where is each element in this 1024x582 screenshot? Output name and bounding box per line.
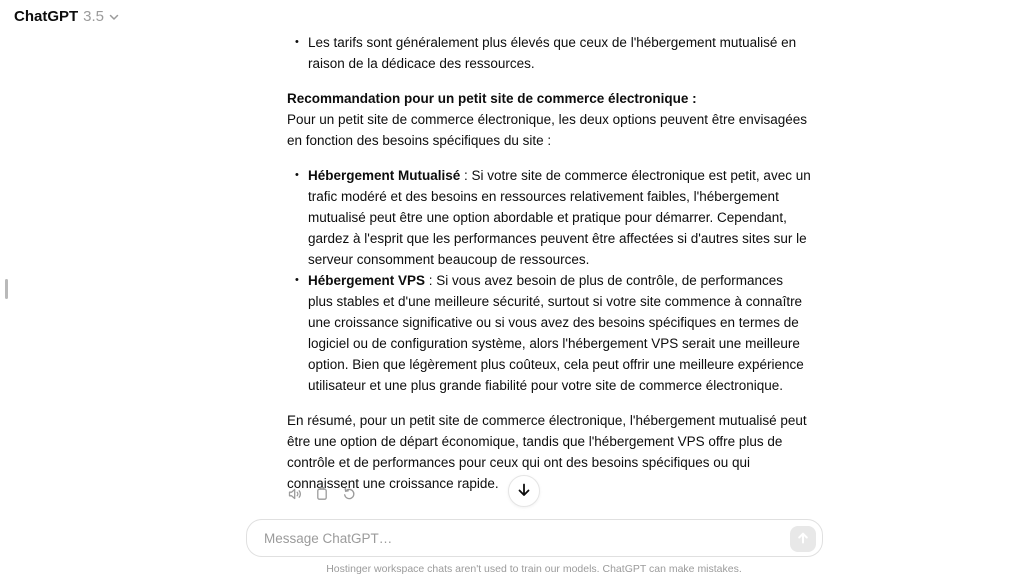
chevron-down-icon: [109, 8, 119, 25]
sidebar-toggle-handle[interactable]: [5, 279, 8, 299]
arrow-up-icon: [796, 531, 810, 548]
list-item: [308, 165, 811, 270]
list-item: [308, 270, 811, 396]
disclaimer-text: Hostinger workspace chats aren't used to train our models. ChatGPT can make mistakes.: [326, 563, 742, 575]
speaker-icon: [287, 486, 303, 505]
bullet-list-top: [287, 32, 811, 74]
option-text: : Si votre site de commerce électronique est petit, avec un trafic modéré et des besoins en ressources relativement faibles, l'hébergement mutualisé peut être une option abordable et pratique pour démarrer. Cependant, gardez à l'esprit que les performances peuvent être affectées si d'autres sites sur le serveur consomment beaucoup de ressources.: [308, 168, 811, 267]
regenerate-button[interactable]: [340, 486, 358, 504]
recommendation-intro: Pour un petit site de commerce électronique, les deux options peuvent être envisagées en fonction des besoins spécifiques du site :: [287, 112, 808, 148]
scroll-to-bottom-button[interactable]: [508, 475, 540, 507]
read-aloud-button[interactable]: [286, 486, 304, 504]
arrow-down-icon: [516, 482, 532, 501]
recommendation-heading: Recommandation pour un petit site de commerce électronique :: [287, 91, 697, 106]
list-item: [308, 32, 811, 74]
summary-paragraph: En résumé, pour un petit site de commerce électronique, l'hébergement mutualisé peut être une option de départ économique, tandis que l'hébergement VPS offre plus de contrôle et de performances pour ceux qui ont des besoins spécifiques ou qui connaissent une croissance rapide.: [287, 413, 807, 491]
assistant-message: [287, 32, 811, 508]
clipboard-icon: [314, 486, 330, 505]
option-text: : Si vous avez besoin de plus de contrôle, de performances plus stables et d'une meilleure sécurité, surtout si votre site commence à connaître une croissance significative ou si vous avez des besoins spécifiques en termes de logiciel ou de configuration système, alors l'hébergement VPS serait une meilleure option. Bien que légèrement plus coûteux, cela peut offrir une meilleure expérience utilisateur et une plus grande fiabilité pour votre site de commerce électronique.: [308, 273, 804, 393]
message-input[interactable]: [247, 520, 822, 556]
recommendation-paragraph: [287, 88, 811, 151]
option-label: Hébergement VPS: [308, 273, 426, 288]
composer: [246, 519, 823, 557]
app-title: ChatGPT: [14, 8, 79, 25]
copy-button[interactable]: [313, 486, 331, 504]
option-label: Hébergement Mutualisé: [308, 168, 461, 183]
message-actions: [286, 486, 358, 504]
options-list: [287, 165, 811, 396]
bullet-text: Les tarifs sont généralement plus élevés que ceux de l'hébergement mutualisé en raison de la dédicace des ressources.: [308, 35, 797, 71]
send-button[interactable]: [790, 526, 816, 552]
regenerate-icon: [341, 486, 357, 505]
model-selector[interactable]: [14, 8, 119, 25]
model-version: 3.5: [83, 8, 105, 25]
